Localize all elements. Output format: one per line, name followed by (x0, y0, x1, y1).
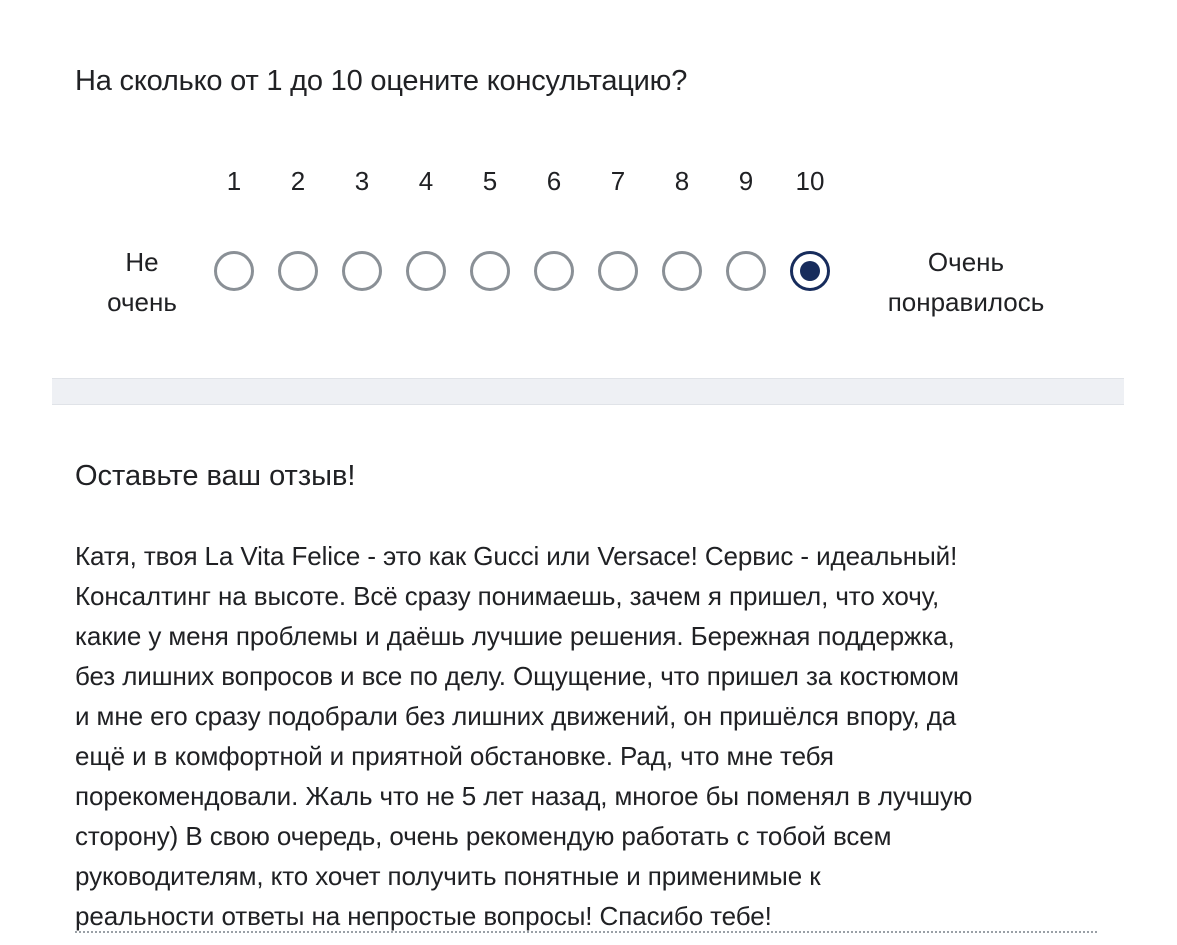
scale-low-label-line-2: очень (107, 287, 177, 317)
rating-radio-10[interactable] (778, 249, 842, 293)
scale-number-10: 10 (795, 166, 825, 196)
rating-radio-7[interactable] (586, 249, 650, 293)
scale-number-9: 9 (738, 166, 754, 196)
radio-ring (662, 251, 702, 291)
scale-number-1: 1 (226, 166, 242, 196)
radio-ring (470, 251, 510, 291)
scale-high-label (850, 242, 1082, 322)
scale-high-label-line-1: Очень (927, 247, 1005, 277)
rating-radio-4[interactable] (394, 249, 458, 293)
feedback-line: порекомендовали. Жаль что не 5 лет назад, многое бы поменял в лучшую (75, 781, 973, 811)
scale-low-label-line-1: Не (125, 247, 159, 277)
feedback-line: реальности ответы на непростые вопросы! Спасибо тебе! (75, 901, 772, 931)
rating-radio-8[interactable] (650, 249, 714, 293)
radio-ring (790, 251, 830, 291)
feedback-line: ещё и в комфортной и приятной обстановке. Рад, что мне тебя (75, 741, 834, 771)
radio-dot (800, 261, 820, 281)
question-title: На сколько от 1 до 10 оцените консультацию? (75, 65, 688, 97)
radio-ring (534, 251, 574, 291)
rating-radio-1[interactable] (202, 249, 266, 293)
radio-ring (342, 251, 382, 291)
answer-underline (75, 931, 1097, 933)
feedback-line: сторону) В свою очередь, очень рекомендую работать с тобой всем (75, 821, 892, 851)
feedback-line: без лишних вопросов и все по делу. Ощущение, что пришел за костюмом (75, 661, 959, 691)
feedback-line: какие у меня проблемы и даёшь лучшие решения. Бережная поддержка, (75, 621, 955, 651)
scale-numbers (202, 163, 842, 199)
rating-radio-3[interactable] (330, 249, 394, 293)
rating-radio-9[interactable] (714, 249, 778, 293)
radio-ring (406, 251, 446, 291)
radio-ring (598, 251, 638, 291)
section-divider (52, 378, 1124, 405)
radio-ring (278, 251, 318, 291)
feedback-line: и мне его сразу подобрали без лишних движений, он пришёлся впору, да (75, 701, 957, 731)
radio-ring (726, 251, 766, 291)
rating-radio-2[interactable] (266, 249, 330, 293)
scale-number-8: 8 (674, 166, 690, 196)
feedback-title: Оставьте ваш отзыв! (75, 460, 356, 492)
feedback-line: Катя, твоя La Vita Felice - это как Gucci или Versace! Сервис - идеальный! (75, 541, 958, 571)
feedback-answer-text[interactable] (75, 536, 1105, 936)
radio-ring (214, 251, 254, 291)
rating-radio-6[interactable] (522, 249, 586, 293)
feedback-line: Консалтинг на высоте. Всё сразу понимаешь, зачем я пришел, что хочу, (75, 581, 940, 611)
scale-number-4: 4 (418, 166, 434, 196)
scale-number-5: 5 (482, 166, 498, 196)
rating-radio-group (202, 249, 842, 293)
rating-radio-5[interactable] (458, 249, 522, 293)
scale-low-label (82, 242, 202, 322)
scale-number-3: 3 (354, 166, 370, 196)
scale-number-7: 7 (610, 166, 626, 196)
scale-number-6: 6 (546, 166, 562, 196)
feedback-line: руководителям, кто хочет получить понятные и применимые к (75, 861, 821, 891)
scale-number-2: 2 (290, 166, 306, 196)
scale-high-label-line-2: понравилось (887, 287, 1045, 317)
